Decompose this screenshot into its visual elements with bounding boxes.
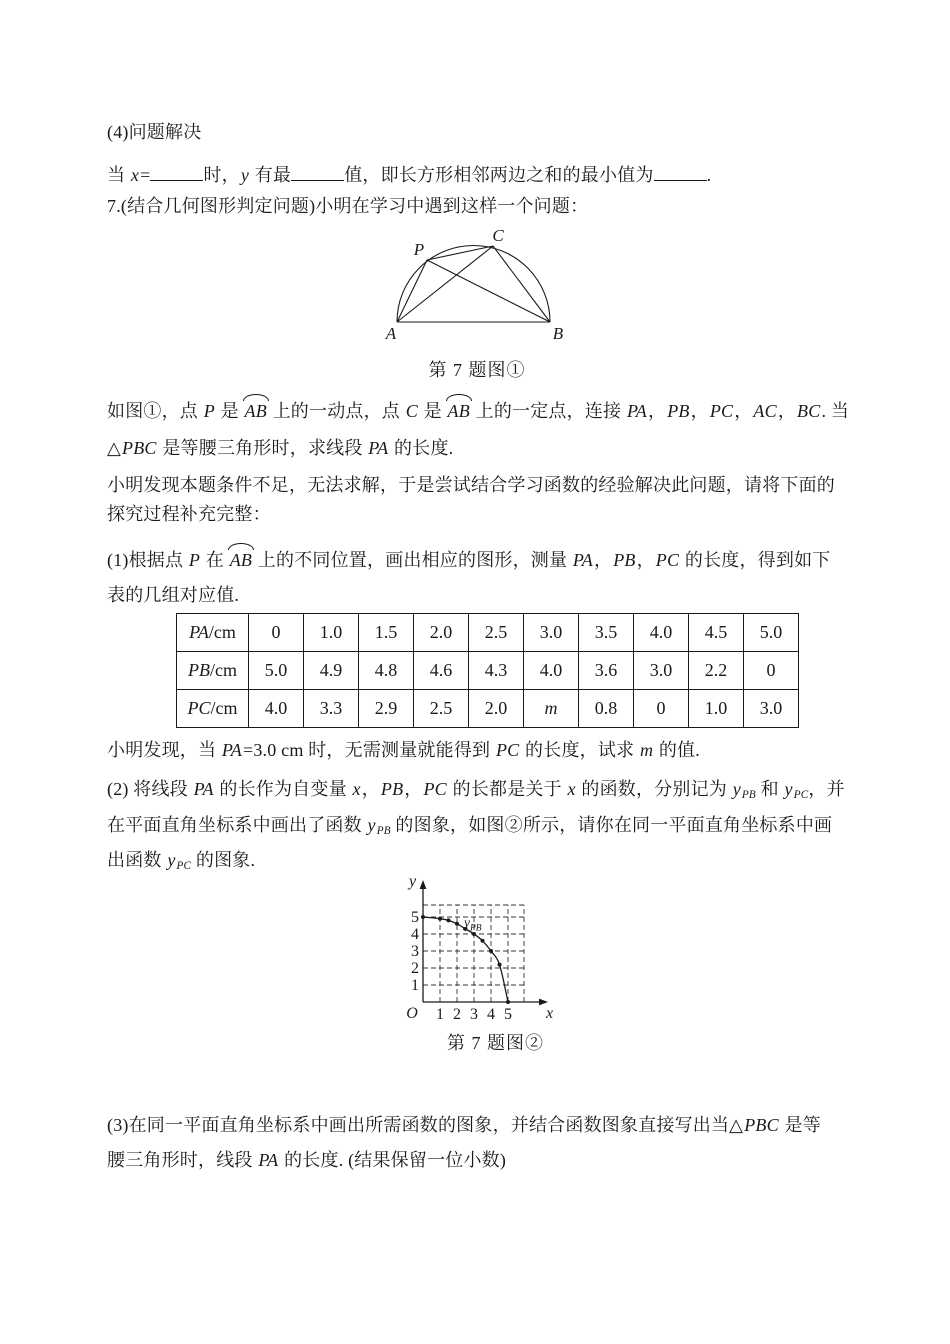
text-segment: 上的不同位置，画出相应的图形，测量 xyxy=(253,550,572,570)
row-header: PB/cm xyxy=(177,652,249,690)
text-segment: PB xyxy=(741,789,756,802)
text-segment: = xyxy=(140,165,151,185)
table-cell: 3.0 xyxy=(634,652,689,690)
text-segment: 探究过程补充完整： xyxy=(107,504,271,524)
data-point-dot xyxy=(481,939,485,943)
data-point-dot xyxy=(498,963,502,967)
table-cell: 0 xyxy=(249,614,304,652)
text-segment: 的长都是关于 xyxy=(447,779,567,799)
table-cell: 2.0 xyxy=(414,614,469,652)
text-segment: PA xyxy=(368,438,389,458)
text-segment: ， xyxy=(648,401,667,421)
text-segment: 的值. xyxy=(654,740,700,760)
text-segment: =3.0 cm 时，无需测量就能得到 xyxy=(242,740,495,760)
x-tick-label: 3 xyxy=(470,1006,478,1023)
segment-line xyxy=(427,246,493,260)
text-segment: 表的几组对应值. xyxy=(107,585,240,605)
table-cell: m xyxy=(524,690,579,728)
text-segment: BC xyxy=(797,401,821,421)
x-axis-label: x xyxy=(546,1005,554,1022)
text-segment: 是 xyxy=(418,401,447,421)
table-cell: 4.0 xyxy=(524,652,579,690)
table-cell: 1.5 xyxy=(359,614,414,652)
y-tick-label: 2 xyxy=(411,960,419,977)
text-segment: PC xyxy=(655,550,680,570)
text-segment: 上的一定点，连接 xyxy=(470,401,626,421)
table-cell: 4.5 xyxy=(689,614,744,652)
text-segment: 有最 xyxy=(250,165,292,185)
x-tick-label: 5 xyxy=(504,1006,512,1023)
text-segment: . 当 xyxy=(821,401,850,421)
text-segment: PC xyxy=(495,740,520,760)
function-graph-wrap xyxy=(393,872,568,1024)
text-segment: x xyxy=(352,779,361,799)
text-segment: 小明发现本题条件不足，无法求解，于是尝试结合学习函数的经验解决此问题，请将下面的 xyxy=(107,475,835,495)
q7-desc-line1 xyxy=(107,399,849,423)
text-segment: PA xyxy=(221,740,242,760)
text-segment: 的长度. (结果保留一位小数) xyxy=(279,1150,507,1170)
part2-line3 xyxy=(107,848,255,878)
text-segment: y xyxy=(784,779,793,799)
table-cell: 3.0 xyxy=(744,690,799,728)
table-cell: 4.9 xyxy=(304,652,359,690)
text-segment: y xyxy=(732,779,741,799)
text-segment: ， xyxy=(636,550,655,570)
point-label-P: P xyxy=(413,240,425,259)
point-label-B: B xyxy=(552,324,564,343)
text-segment: ， xyxy=(734,401,753,421)
part3-line1 xyxy=(107,1113,821,1137)
text-segment: AB xyxy=(244,401,267,421)
row-header: PC/cm xyxy=(177,690,249,728)
y-tick-label: 3 xyxy=(411,943,419,960)
function-graph xyxy=(393,872,568,1024)
text-segment: PB xyxy=(380,779,404,799)
data-point-dot xyxy=(489,949,493,953)
point-label-A: A xyxy=(385,324,397,343)
text-segment: 是等腰三角形时，求线段 xyxy=(157,438,368,458)
text-segment: PC xyxy=(176,860,192,873)
figure1-caption: 第 7 题图① xyxy=(428,360,526,380)
table-cell: 5.0 xyxy=(744,614,799,652)
text-segment: 的图象，如图②所示，请你在同一平面直角坐标系中画 xyxy=(390,815,833,835)
text-segment: AC xyxy=(753,401,777,421)
part1-line2 xyxy=(107,583,239,607)
y-axis-label: y xyxy=(409,873,417,890)
text-segment: 值，即长方形相邻两边之和的最小值为 xyxy=(344,165,654,185)
text-segment: 出函数 xyxy=(107,850,167,870)
table-cell: 0 xyxy=(634,690,689,728)
text-segment: AB xyxy=(447,401,470,421)
text-segment: y xyxy=(240,165,250,185)
text-segment: 时， xyxy=(203,165,240,185)
segment-line xyxy=(397,246,493,322)
part1-line1 xyxy=(107,548,831,572)
text-segment: PB xyxy=(613,550,636,570)
text-segment: PB xyxy=(667,401,690,421)
data-point-dot xyxy=(506,1000,510,1004)
part1-after-table xyxy=(107,738,700,762)
segment-line xyxy=(427,260,550,322)
text-segment: PA xyxy=(258,1150,279,1170)
text-segment: ， xyxy=(404,779,423,799)
text-segment: y xyxy=(167,850,176,870)
table-cell: 2.9 xyxy=(359,690,414,728)
row-header: PA/cm xyxy=(177,614,249,652)
text-segment: PC xyxy=(423,779,447,799)
text-segment: PBC xyxy=(122,438,157,458)
text-segment: 腰三角形时，线段 xyxy=(107,1150,258,1170)
text-segment: m xyxy=(639,740,654,760)
text-segment: P xyxy=(203,401,215,421)
q7-note-line1 xyxy=(107,473,835,497)
text-segment: 的函数，分别记为 xyxy=(576,779,732,799)
series-label-ypb: $y_{PB}$ xyxy=(464,915,482,934)
table-row xyxy=(177,614,799,652)
q4-heading xyxy=(107,120,201,144)
figure2-caption: 第 7 题图② xyxy=(447,1033,544,1053)
text-segment: 当 xyxy=(107,165,130,185)
text-segment: PA xyxy=(626,401,648,421)
q7-desc-line2 xyxy=(107,436,453,460)
data-point-dot xyxy=(421,915,425,919)
segment-line xyxy=(397,260,427,322)
geometry-figure xyxy=(372,228,582,353)
text-segment: ， xyxy=(690,401,709,421)
text-segment: 的长度. xyxy=(389,438,454,458)
text-segment: 的长作为自变量 xyxy=(214,779,352,799)
part2-line1 xyxy=(107,777,845,807)
geometry-figure-wrap xyxy=(372,228,582,353)
q4-fill-blank-line xyxy=(107,162,711,187)
text-segment: 的图象. xyxy=(191,850,256,870)
table-cell: 4.0 xyxy=(634,614,689,652)
y-tick-label: 5 xyxy=(411,909,419,926)
table-cell: 5.0 xyxy=(249,652,304,690)
table-cell: 2.2 xyxy=(689,652,744,690)
y-axis-arrow xyxy=(420,880,427,889)
text-segment: 在 xyxy=(201,550,229,570)
table-cell: 1.0 xyxy=(689,690,744,728)
text-segment: (4)问题解决 xyxy=(107,122,202,142)
table-row xyxy=(177,652,799,690)
answer-blank xyxy=(654,162,707,181)
q7-heading xyxy=(107,194,588,218)
text-segment: 在平面直角坐标系中画出了函数 xyxy=(107,815,367,835)
table-cell: 2.5 xyxy=(469,614,524,652)
text-segment: 小明发现，当 xyxy=(107,740,221,760)
text-segment: 和 xyxy=(755,779,784,799)
text-segment: PA xyxy=(572,550,593,570)
text-segment: PC xyxy=(709,401,734,421)
origin-label: O xyxy=(406,1005,418,1022)
text-segment: C xyxy=(405,401,418,421)
text-segment: 是 xyxy=(215,401,244,421)
table-cell: 2.5 xyxy=(414,690,469,728)
text-segment: 7.(结合几何图形判定问题)小明在学习中遇到这样一个问题： xyxy=(107,196,589,216)
text-segment: ， xyxy=(361,779,380,799)
table-cell: 0 xyxy=(744,652,799,690)
answer-blank xyxy=(291,162,344,181)
x-tick-label: 4 xyxy=(487,1006,495,1023)
table-cell: 1.0 xyxy=(304,614,359,652)
text-segment: PC xyxy=(793,789,809,802)
text-segment: (1)根据点 xyxy=(107,550,188,570)
y-tick-label: 4 xyxy=(411,926,419,943)
text-segment: ， xyxy=(593,550,613,570)
table-cell: 0.8 xyxy=(579,690,634,728)
data-point-dot xyxy=(438,917,442,921)
table-cell: 4.0 xyxy=(249,690,304,728)
part2-line2 xyxy=(107,813,832,843)
text-segment: P xyxy=(188,550,201,570)
data-point-dot xyxy=(455,922,459,926)
table-cell: 3.0 xyxy=(524,614,579,652)
table-cell: 4.6 xyxy=(414,652,469,690)
point-label-C: C xyxy=(492,228,504,245)
x-tick-label: 1 xyxy=(436,1006,444,1023)
text-segment: 上的一动点，点 xyxy=(267,401,405,421)
segment-line xyxy=(493,246,550,322)
text-segment: 是等 xyxy=(779,1115,821,1135)
table-cell: 3.6 xyxy=(579,652,634,690)
text-segment: . xyxy=(706,165,712,185)
text-segment: PB xyxy=(376,825,391,838)
text-segment: PA xyxy=(193,779,214,799)
text-segment: (2) 将线段 xyxy=(107,779,193,799)
text-segment: PBC xyxy=(744,1115,779,1135)
table-cell: 3.3 xyxy=(304,690,359,728)
x-tick-label: 2 xyxy=(453,1006,461,1023)
q7-note-line2 xyxy=(107,502,271,526)
table-cell: 4.8 xyxy=(359,652,414,690)
table-cell: 4.3 xyxy=(469,652,524,690)
text-segment: y xyxy=(367,815,376,835)
table-cell: 3.5 xyxy=(579,614,634,652)
text-segment: x xyxy=(130,165,140,185)
table-cell: 2.0 xyxy=(469,690,524,728)
text-segment: ，并 xyxy=(808,779,845,799)
text-segment: AB xyxy=(229,550,253,570)
text-segment: 的长度，得到如下 xyxy=(680,550,831,570)
text-segment: x xyxy=(567,779,576,799)
answer-blank xyxy=(150,162,203,181)
text-segment: (3)在同一平面直角坐标系中画出所需函数的图象，并结合函数图象直接写出当△ xyxy=(107,1115,744,1135)
data-table xyxy=(176,613,799,728)
data-point-dot xyxy=(447,918,451,922)
text-segment: △ xyxy=(107,438,122,458)
part3-line2 xyxy=(107,1148,506,1172)
y-tick-label: 1 xyxy=(411,977,419,994)
text-segment: 的长度，试求 xyxy=(520,740,639,760)
text-segment: ， xyxy=(777,401,797,421)
text-segment: 如图①，点 xyxy=(107,401,203,421)
table-row xyxy=(177,690,799,728)
